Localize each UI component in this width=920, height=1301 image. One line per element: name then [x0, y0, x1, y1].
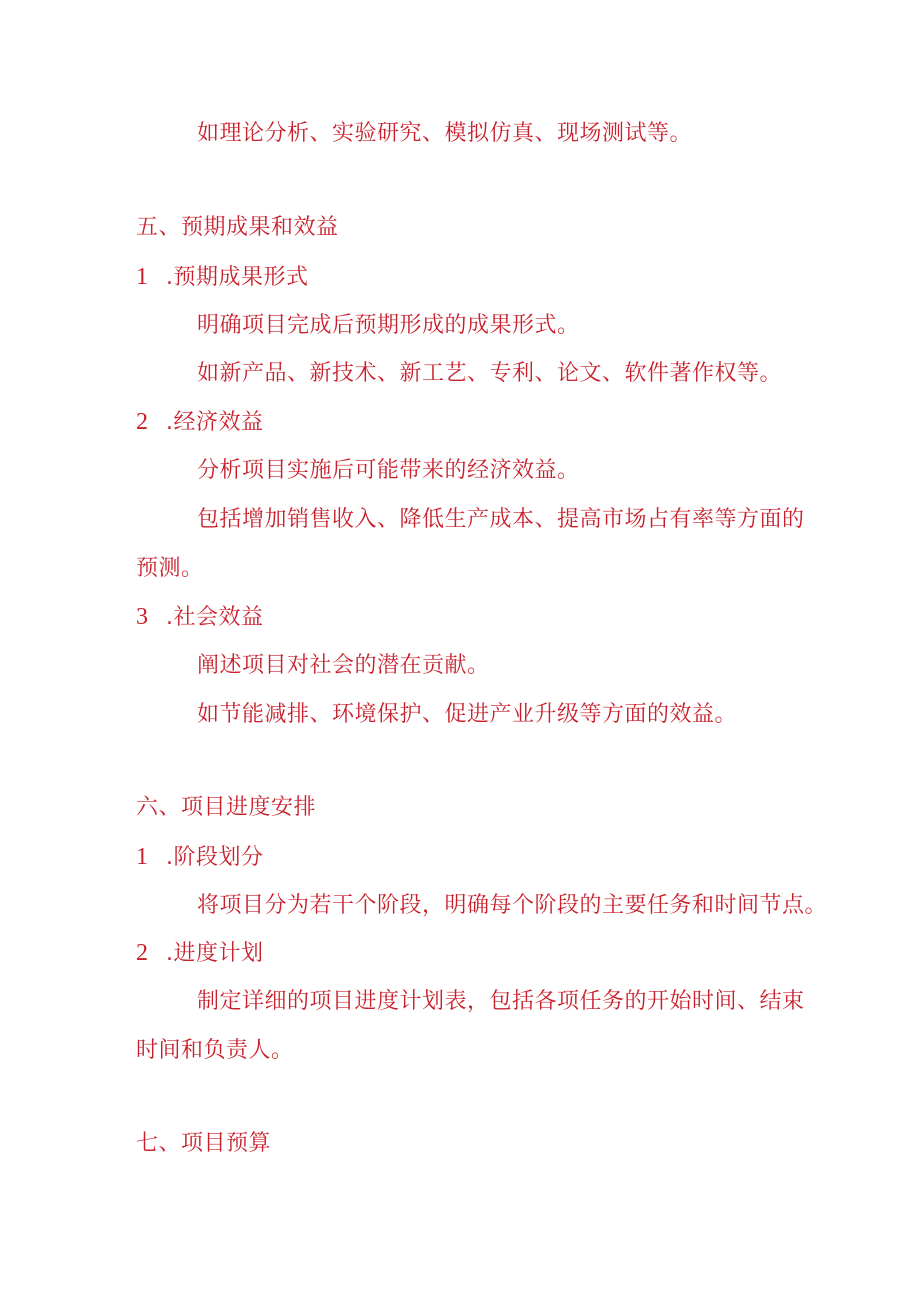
section-heading-7: 七、项目预算 [136, 1131, 272, 1156]
paragraph: 将项目分为若干个阶段，明确每个阶段的主要任务和时间节点。 [197, 893, 828, 918]
paragraph: 明确项目完成后预期形成的成果形式。 [197, 313, 580, 338]
subsection-number: 1 [136, 264, 149, 290]
paragraph-continuation: 时间和负责人。 [136, 1038, 294, 1063]
section-heading-5: 五、预期成果和效益 [136, 215, 339, 240]
subsection-title: .经济效益 [166, 410, 264, 435]
subsection-title: .阶段划分 [166, 845, 264, 870]
section-heading-6: 六、项目进度安排 [136, 795, 317, 820]
paragraph: 分析项目实施后可能带来的经济效益。 [197, 458, 580, 483]
subsection-title: .进度计划 [166, 941, 264, 966]
subsection-heading-5-3 [136, 602, 264, 633]
subsection-heading-6-2 [136, 938, 264, 969]
subsection-number: 2 [136, 940, 149, 966]
paragraph: 如节能减排、环境保护、促进产业升级等方面的效益。 [197, 702, 738, 727]
paragraph: 制定详细的项目进度计划表，包括各项任务的开始时间、结束 [197, 989, 805, 1014]
subsection-title: .社会效益 [166, 605, 264, 630]
subsection-heading-5-2 [136, 407, 264, 438]
paragraph: 如新产品、新技术、新工艺、专利、论文、软件著作权等。 [197, 361, 783, 386]
paragraph: 包括增加销售收入、降低生产成本、提高市场占有率等方面的 [197, 507, 805, 532]
subsection-number: 2 [136, 409, 149, 435]
paragraph-continuation: 预测。 [136, 556, 204, 581]
subsection-heading-6-1 [136, 842, 264, 873]
paragraph: 如理论分析、实验研究、模拟仿真、现场测试等。 [197, 121, 693, 146]
subsection-heading-5-1 [136, 262, 309, 293]
subsection-number: 3 [136, 604, 149, 630]
subsection-number: 1 [136, 844, 149, 870]
subsection-title: .预期成果形式 [166, 265, 309, 290]
paragraph: 阐述项目对社会的潜在贡献。 [197, 653, 490, 678]
